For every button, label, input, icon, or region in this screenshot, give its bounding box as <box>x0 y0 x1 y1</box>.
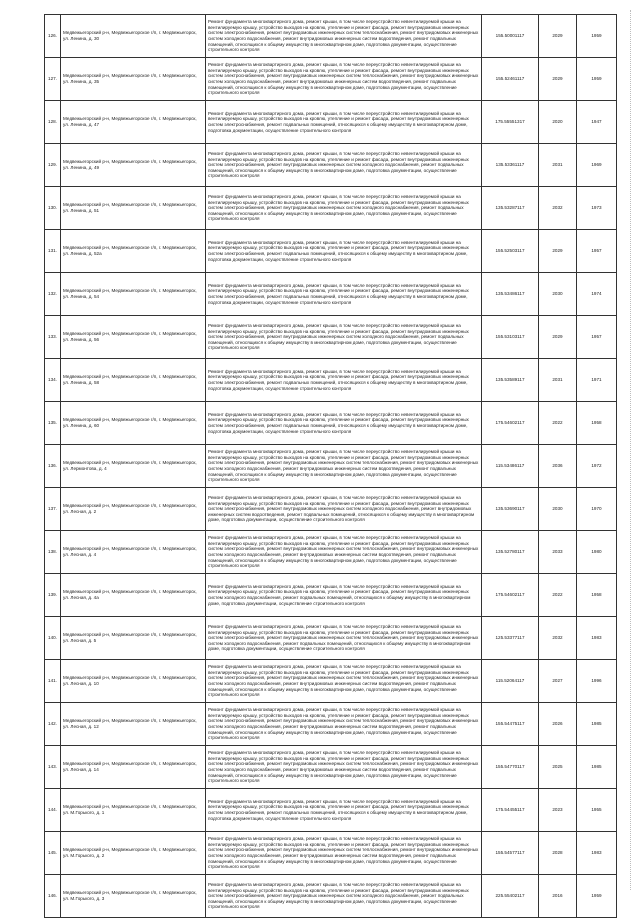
cost-cell: 135.53589117 <box>482 359 539 402</box>
table-row <box>45 402 617 445</box>
cost-cell: 155.53103117 <box>482 316 539 359</box>
built-year-cell: 1985 <box>577 703 617 746</box>
row-number: 136. <box>45 445 61 488</box>
table-row <box>45 144 617 187</box>
works-cell: Ремонт фундамента многоквартирного дома, ремонт крыши, в том числе переустройство невентилируемой крыши на вентилируемую крышу, устройство выходов на кровлю, утепление и ремонт фасада, ремонт внутридомовых инженерных систем электроснабжения, ремонт внутридомовых инженерных систем холодного водоснабжения, ремонт подвальных помещений, относящихся к общему имуществу в многоквартирном доме, подготовка документации, осуществление строительного контроля <box>206 187 482 230</box>
cost-cell: 155.52503117 <box>482 230 539 273</box>
planned-year-cell: 2016 <box>539 875 577 918</box>
built-year-cell: 1970 <box>577 488 617 531</box>
table-row <box>45 832 617 875</box>
built-year-cell: 1983 <box>577 617 617 660</box>
cost-cell: 155.52461117 <box>482 58 539 101</box>
cost-cell: 115.53486117 <box>482 445 539 488</box>
table-row <box>45 746 617 789</box>
built-year-cell: 1958 <box>577 574 617 617</box>
built-year-cell: 1980 <box>577 531 617 574</box>
built-year-cell: 1959 <box>577 15 617 58</box>
row-number: 132. <box>45 273 61 316</box>
cost-cell: 175.54602117 <box>482 402 539 445</box>
row-number: 146. <box>45 875 61 918</box>
planned-year-cell: 2033 <box>539 531 577 574</box>
address-cell: Медвежьегорский р-н, Медвежьегорское г/п, г. Медвежьегорск, ул. Ленина, д. 35 <box>61 58 206 101</box>
works-cell: Ремонт фундамента многоквартирного дома, ремонт крыши, в том числе переустройство невентилируемой крыши на вентилируемую крышу, устройство выходов на кровлю, утепление и ремонт фасада, ремонт внутридомовых инженерных систем электроснабжения, ремонт подвальных помещений, относящихся к общему имуществу в многоквартирном доме, подготовка документации, осуществление строительного контроля <box>206 789 482 832</box>
row-number: 142. <box>45 703 61 746</box>
table-row <box>45 445 617 488</box>
table-row <box>45 531 617 574</box>
planned-year-cell: 2029 <box>539 316 577 359</box>
planned-year-cell: 2029 <box>539 58 577 101</box>
works-cell: Ремонт фундамента многоквартирного дома, ремонт крыши, в том числе переустройство невентилируемой крыши на вентилируемую крышу, устройство выходов на кровлю, утепление и ремонт фасада, ремонт внутридомовых инженерных систем электроснабжения, ремонт подвальных помещений, относящихся к общему имуществу в многоквартирном доме, подготовка документации, осуществление строительного контроля <box>206 402 482 445</box>
works-cell: Ремонт фундамента многоквартирного дома, ремонт крыши, в том числе переустройство невентилируемой крыши на вентилируемую крышу, устройство выходов на кровлю, утепление и ремонт фасада, ремонт внутридомовых инженерных систем электроснабжения, ремонт подвальных помещений, относящихся к общему имуществу в многоквартирном доме, подготовка документации, осуществление строительного контроля <box>206 359 482 402</box>
table-row <box>45 316 617 359</box>
row-number: 134. <box>45 359 61 402</box>
planned-year-cell: 2020 <box>539 101 577 144</box>
built-year-cell: 1973 <box>577 187 617 230</box>
planned-year-cell: 2036 <box>539 445 577 488</box>
row-number: 130. <box>45 187 61 230</box>
planned-year-cell: 2025 <box>539 746 577 789</box>
cost-cell: 135.52780117 <box>482 531 539 574</box>
works-cell: Ремонт фундамента многоквартирного дома, ремонт крыши, в том числе переустройство невентилируемой крыши на вентилируемую крышу, устройство выходов на кровлю, утепление и ремонт фасада, ремонт внутридомовых инженерных систем электроснабжения, ремонт внутридомовых инженерных систем теплоснабжения, ремонт внутридомовых инженерных систем холодного водоснабжения, ремонт внутридомовых инженерных систем водоотведения, ремонт подвальных помещений, относящихся к общему имуществу в многоквартирном доме, подготовка документации, осуществление строительного контроля <box>206 531 482 574</box>
address-cell: Медвежьегорский р-н, Медвежьегорское г/п, г. Медвежьегорск, ул. Ленина, д. 60 <box>61 402 206 445</box>
row-number: 145. <box>45 832 61 875</box>
row-number: 137. <box>45 488 61 531</box>
table-row <box>45 101 617 144</box>
built-year-cell: 1996 <box>577 660 617 703</box>
planned-year-cell: 2030 <box>539 273 577 316</box>
built-year-cell: 1959 <box>577 58 617 101</box>
built-year-cell: 1985 <box>577 746 617 789</box>
works-cell: Ремонт фундамента многоквартирного дома, ремонт крыши, в том числе переустройство невентилируемой крыши на вентилируемую крышу, устройство выходов на кровлю, утепление и ремонт фасада, ремонт внутридомовых инженерных систем электроснабжения, ремонт внутридомовых инженерных систем холодного водоснабжения, ремонт подвальных помещений, относящихся к общему имуществу в многоквартирном доме, подготовка документации, осуществление строительного контроля <box>206 316 482 359</box>
works-cell: Ремонт фундамента многоквартирного дома, ремонт крыши, в том числе переустройство невентилируемой крыши на вентилируемую крышу, устройство выходов на кровлю, утепление и ремонт фасада, ремонт внутридомовых инженерных систем электроснабжения, ремонт внутридомовых инженерных систем теплоснабжения, ремонт внутридомовых инженерных систем холодного водоснабжения, ремонт внутридомовых инженерных систем водоотведения, ремонт подвальных помещений, относящихся к общему имуществу в многоквартирном доме, подготовка документации, осуществление строительного контроля <box>206 58 482 101</box>
row-number: 140. <box>45 617 61 660</box>
works-cell: Ремонт фундамента многоквартирного дома, ремонт крыши, в том числе переустройство невентилируемой крыши на вентилируемую крышу, устройство выходов на кровлю, утепление и ремонт фасада, ремонт внутридомовых инженерных систем электроснабжения, ремонт внутридомовых инженерных систем теплоснабжения, ремонт внутридомовых инженерных систем холодного водоснабжения, ремонт внутридомовых инженерных систем водоотведения, ремонт подвальных помещений, относящихся к общему имуществу в многоквартирном доме, подготовка документации, осуществление строительного контроля <box>206 746 482 789</box>
address-cell: Медвежьегорский р-н, Медвежьегорское г/п, г. Медвежьегорск, ул. Лесная, д. 4а <box>61 574 206 617</box>
planned-year-cell: 2029 <box>539 15 577 58</box>
works-cell: Ремонт фундамента многоквартирного дома, ремонт крыши, в том числе переустройство невентилируемой крыши на вентилируемую крышу, устройство выходов на кровлю, утепление и ремонт фасада, ремонт внутридомовых инженерных систем электроснабжения, ремонт внутридомовых инженерных систем теплоснабжения, ремонт внутридомовых инженерных систем холодного водоснабжения, ремонт внутридомовых инженерных систем водоотведения, ремонт подвальных помещений, относящихся к общему имуществу в многоквартирном доме, подготовка документации, осуществление строительного контроля <box>206 660 482 703</box>
address-cell: Медвежьегорский р-н, Медвежьегорское г/п, г. Медвежьегорск, ул. Лесная, д. 14 <box>61 746 206 789</box>
cost-cell: 225.55402117 <box>482 875 539 918</box>
table-row <box>45 15 617 58</box>
built-year-cell: 1957 <box>577 316 617 359</box>
works-cell: Ремонт фундамента многоквартирного дома, ремонт крыши, в том числе переустройство невентилируемой крыши на вентилируемую крышу, устройство выходов на кровлю, утепление и ремонт фасада, ремонт внутридомовых инженерных систем электроснабжения, ремонт внутридомовых инженерных систем теплоснабжения, ремонт внутридомовых инженерных систем холодного водоснабжения, ремонт внутридомовых инженерных систем водоотведения, ремонт подвальных помещений, относящихся к общему имуществу в многоквартирном доме, подготовка документации, осуществление строительного контроля <box>206 832 482 875</box>
address-cell: Медвежьегорский р-н, Медвежьегорское г/п, г. Медвежьегорск, ул. Лесная, д. 4 <box>61 531 206 574</box>
address-cell: Медвежьегорский р-н, Медвежьегорское г/п, г. Медвежьегорск, ул. Ленина, д. 52а <box>61 230 206 273</box>
built-year-cell: 1959 <box>577 875 617 918</box>
works-cell: Ремонт фундамента многоквартирного дома, ремонт крыши, в том числе переустройство невентилируемой крыши на вентилируемую крышу, устройство выходов на кровлю, утепление и ремонт фасада, ремонт внутридомовых инженерных систем электроснабжения, ремонт внутридомовых инженерных систем холодного водоснабжения, ремонт подвальных помещений, относящихся к общему имуществу в многоквартирном доме, подготовка документации, осуществление строительного контроля <box>206 144 482 187</box>
table-row <box>45 703 617 746</box>
works-cell: Ремонт фундамента многоквартирного дома, ремонт крыши, в том числе переустройство невентилируемой крыши на вентилируемую крышу, устройство выходов на кровлю, утепление и ремонт фасада, ремонт внутридомовых инженерных систем электроснабжения, ремонт внутридомовых инженерных систем теплоснабжения, ремонт внутридомовых инженерных систем холодного водоснабжения, ремонт подвальных помещений, относящихся к общему имуществу в многоквартирном доме, подготовка документации, осуществление строительного контроля <box>206 617 482 660</box>
table-row <box>45 58 617 101</box>
built-year-cell: 1972 <box>577 445 617 488</box>
works-cell: Ремонт фундамента многоквартирного дома, ремонт крыши, в том числе переустройство невентилируемой крыши на вентилируемую крышу, устройство выходов на кровлю, утепление и ремонт фасада, ремонт внутридомовых инженерных систем электроснабжения, ремонт внутридомовых инженерных систем холодного водоснабжения, ремонт подвальных помещений, относящихся к общему имуществу в многоквартирном доме, подготовка документации, осуществление строительного контроля <box>206 875 482 918</box>
works-cell: Ремонт фундамента многоквартирного дома, ремонт крыши, в том числе переустройство невентилируемой крыши на вентилируемую крышу, устройство выходов на кровлю, утепление и ремонт фасада, ремонт внутридомовых инженерных систем электроснабжения, ремонт внутридомовых инженерных систем теплоснабжения, ремонт внутридомовых инженерных систем холодного водоснабжения, ремонт внутридомовых инженерных систем водоотведения, ремонт подвальных помещений, относящихся к общему имуществу в многоквартирном доме, подготовка документации, осуществление строительного контроля <box>206 703 482 746</box>
table-row <box>45 488 617 531</box>
cost-cell: 135.53690117 <box>482 488 539 531</box>
address-cell: Медвежьегорский р-н, Медвежьегорское г/п, г. Медвежьегорск, ул. Ленина, д. 51 <box>61 187 206 230</box>
cost-cell: 155.54577117 <box>482 832 539 875</box>
cost-cell: 135.53361117 <box>482 144 539 187</box>
planned-year-cell: 2030 <box>539 488 577 531</box>
built-year-cell: 1971 <box>577 359 617 402</box>
cost-cell: 155.54475117 <box>482 703 539 746</box>
row-number: 139. <box>45 574 61 617</box>
table-row <box>45 273 617 316</box>
row-number: 126. <box>45 15 61 58</box>
built-year-cell: 1947 <box>577 101 617 144</box>
planned-year-cell: 2029 <box>539 230 577 273</box>
row-number: 129. <box>45 144 61 187</box>
cost-cell: 175.54455117 <box>482 789 539 832</box>
built-year-cell: 1969 <box>577 144 617 187</box>
row-number: 144. <box>45 789 61 832</box>
planned-year-cell: 2022 <box>539 574 577 617</box>
address-cell: Медвежьегорский р-н, Медвежьегорское г/п, г. Медвежьегорск, ул. Лесная, д. 12 <box>61 703 206 746</box>
page-edge-mark <box>630 10 632 890</box>
works-cell: Ремонт фундамента многоквартирного дома, ремонт крыши, в том числе переустройство невентилируемой крыши на вентилируемую крышу, устройство выходов на кровлю, утепление и ремонт фасада, ремонт внутридомовых инженерных систем электроснабжения, ремонт внутридомовых инженерных систем холодного водоснабжения, ремонт внутридомовых инженерных систем водоотведения, ремонт подвальных помещений, относящихся к общему имуществу в многоквартирном доме, подготовка документации, осуществление строительного контроля <box>206 488 482 531</box>
works-cell: Ремонт фундамента многоквартирного дома, ремонт крыши, в том числе переустройство невентилируемой крыши на вентилируемую крышу, устройство выходов на кровлю, утепление и ремонт фасада, ремонт внутридомовых инженерных систем электроснабжения, ремонт внутридомовых инженерных систем теплоснабжения, ремонт внутридомовых инженерных систем холодного водоснабжения, ремонт внутридомовых инженерных систем водоотведения, ремонт подвальных помещений, относящихся к общему имуществу в многоквартирном доме, подготовка документации, осуществление строительного контроля <box>206 15 482 58</box>
address-cell: Медвежьегорский р-н, Медвежьегорское г/п, г. Медвежьегорск, ул. Лермонтова, д. 4 <box>61 445 206 488</box>
planned-year-cell: 2022 <box>539 402 577 445</box>
cost-cell: 155.50001117 <box>482 15 539 58</box>
row-number: 143. <box>45 746 61 789</box>
table-row <box>45 875 617 918</box>
table-row <box>45 359 617 402</box>
table-row <box>45 230 617 273</box>
address-cell: Медвежьегорский р-н, Медвежьегорское г/п, г. Медвежьегорск, ул. М.Горького, д. 3 <box>61 875 206 918</box>
address-cell: Медвежьегорский р-н, Медвежьегорское г/п, г. Медвежьегорск, ул. Ленина, д. 56 <box>61 316 206 359</box>
works-cell: Ремонт фундамента многоквартирного дома, ремонт крыши, в том числе переустройство невентилируемой крыши на вентилируемую крышу, устройство выходов на кровлю, утепление и ремонт фасада, ремонт внутридомовых инженерных систем электроснабжения, ремонт подвальных помещений, относящихся к общему имуществу в многоквартирном доме, подготовка документации, осуществление строительного контроля <box>206 273 482 316</box>
planned-year-cell: 2031 <box>539 144 577 187</box>
table-row <box>45 574 617 617</box>
address-cell: Медвежьегорский р-н, Медвежьегорское г/п, г. Медвежьегорск, ул. Ленина, д. 49 <box>61 144 206 187</box>
address-cell: Медвежьегорский р-н, Медвежьегорское г/п, г. Медвежьегорск, ул. Ленина, д. 47 <box>61 101 206 144</box>
cost-cell: 175.55551317 <box>482 101 539 144</box>
cost-cell: 175.54602117 <box>482 574 539 617</box>
table-row <box>45 660 617 703</box>
works-cell: Ремонт фундамента многоквартирного дома, ремонт крыши, в том числе переустройство невентилируемой крыши на вентилируемую крышу, устройство выходов на кровлю, утепление и ремонт фасада, ремонт внутридомовых инженерных систем электроснабжения, ремонт подвальных помещений, относящихся к общему имуществу в многоквартирном доме, подготовка документации, осуществление строительного контроля <box>206 101 482 144</box>
planned-year-cell: 2026 <box>539 703 577 746</box>
row-number: 141. <box>45 660 61 703</box>
address-cell: Медвежьегорский р-н, Медвежьегорское г/п, г. Медвежьегорск, ул. М.Горького, д. 2 <box>61 832 206 875</box>
planned-year-cell: 2032 <box>539 617 577 660</box>
row-number: 127. <box>45 58 61 101</box>
works-cell: Ремонт фундамента многоквартирного дома, ремонт крыши, в том числе переустройство невентилируемой крыши на вентилируемую крышу, устройство выходов на кровлю, утепление и ремонт фасада, ремонт внутридомовых инженерных систем электроснабжения, ремонт подвальных помещений, относящихся к общему имуществу в многоквартирном доме, подготовка документации, осуществление строительного контроля <box>206 230 482 273</box>
works-cell: Ремонт фундамента многоквартирного дома, ремонт крыши, в том числе переустройство невентилируемой крыши на вентилируемую крышу, устройство выходов на кровлю, утепление и ремонт фасада, ремонт внутридомовых инженерных систем электроснабжения, ремонт внутридомовых инженерных систем теплоснабжения, ремонт внутридомовых инженерных систем холодного водоснабжения, ремонт внутридомовых инженерных систем водоотведения, ремонт подвальных помещений, относящихся к общему имуществу в многоквартирном доме, подготовка документации, осуществление строительного контроля <box>206 445 482 488</box>
table-row <box>45 789 617 832</box>
address-cell: Медвежьегорский р-н, Медвежьегорское г/п, г. Медвежьегорск, ул. Лесная, д. 10 <box>61 660 206 703</box>
planned-year-cell: 2023 <box>539 789 577 832</box>
cost-cell: 155.54770117 <box>482 746 539 789</box>
built-year-cell: 1983 <box>577 832 617 875</box>
planned-year-cell: 2032 <box>539 187 577 230</box>
capital-repair-table <box>44 14 617 918</box>
planned-year-cell: 2028 <box>539 832 577 875</box>
address-cell: Медвежьегорский р-н, Медвежьегорское г/п, г. Медвежьегорск, ул. Лесная, д. 2 <box>61 488 206 531</box>
row-number: 133. <box>45 316 61 359</box>
built-year-cell: 1955 <box>577 789 617 832</box>
cost-cell: 135.53486117 <box>482 273 539 316</box>
row-number: 135. <box>45 402 61 445</box>
cost-cell: 125.53377117 <box>482 617 539 660</box>
table-row <box>45 187 617 230</box>
built-year-cell: 1974 <box>577 273 617 316</box>
planned-year-cell: 2031 <box>539 359 577 402</box>
table-row <box>45 617 617 660</box>
built-year-cell: 1958 <box>577 402 617 445</box>
row-number: 128. <box>45 101 61 144</box>
table-body <box>45 15 617 918</box>
row-number: 131. <box>45 230 61 273</box>
planned-year-cell: 2027 <box>539 660 577 703</box>
address-cell: Медвежьегорский р-н, Медвежьегорское г/п, г. Медвежьегорск, ул. Ленина, д. 30 <box>61 15 206 58</box>
address-cell: Медвежьегорский р-н, Медвежьегорское г/п, г. Медвежьегорск, ул. Ленина, д. 54 <box>61 273 206 316</box>
works-cell: Ремонт фундамента многоквартирного дома, ремонт крыши, в том числе переустройство невентилируемой крыши на вентилируемую крышу, устройство выходов на кровлю, утепление и ремонт фасада, ремонт внутридомовых инженерных систем холодного водоснабжения, ремонт подвальных помещений, относящихся к общему имуществу в многоквартирном доме, подготовка документации, осуществление строительного контроля <box>206 574 482 617</box>
row-number: 138. <box>45 531 61 574</box>
address-cell: Медвежьегорский р-н, Медвежьегорское г/п, г. Медвежьегорск, ул. М.Горького, д. 1 <box>61 789 206 832</box>
built-year-cell: 1957 <box>577 230 617 273</box>
address-cell: Медвежьегорский р-н, Медвежьегорское г/п, г. Медвежьегорск, ул. Ленина, д. 58 <box>61 359 206 402</box>
cost-cell: 115.52064117 <box>482 660 539 703</box>
address-cell: Медвежьегорский р-н, Медвежьегорское г/п, г. Медвежьегорск, ул. Лесная, д. 5 <box>61 617 206 660</box>
cost-cell: 135.53287117 <box>482 187 539 230</box>
